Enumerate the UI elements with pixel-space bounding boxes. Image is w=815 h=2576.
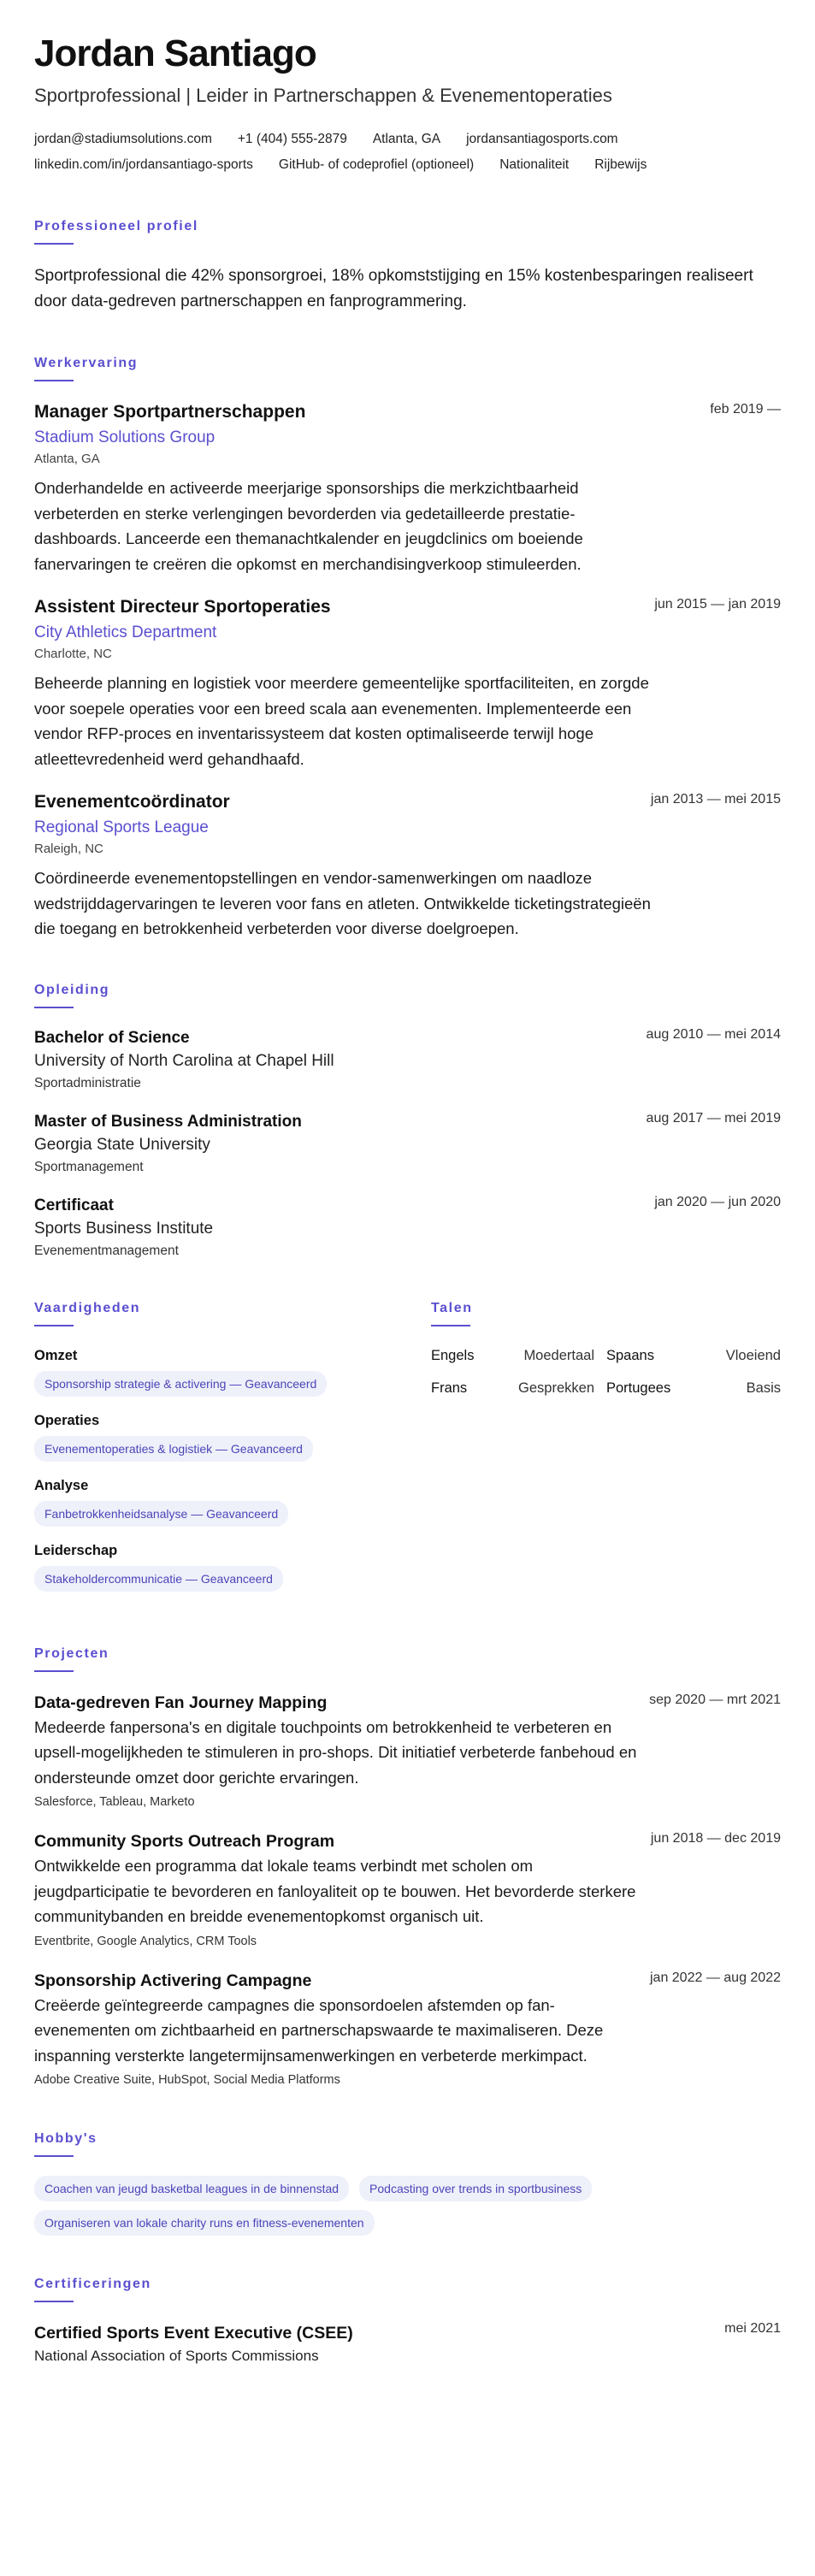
language-name: Portugees [606,1380,671,1396]
skill-chip: Evenementoperaties & logistiek — Geavanceerd [34,1436,313,1462]
contact-info [34,127,781,178]
job-entry [34,595,781,771]
github-link[interactable]: GitHub- of codeprofiel (optioneel) [278,157,475,172]
education-section [34,983,781,1261]
education-date: jan 2020 — jun 2020 [654,1194,781,1209]
section-divider [34,2155,74,2157]
project-title: Community Sports Outreach Program [34,1832,335,1851]
section-divider [34,2301,74,2302]
job-description: Onderhandelde en activeerde meerjarige sponsorships die merkzichtbaarheid verbeterden en sterke verlengingen bevorderden via gedetailleerde prestatie-dashboards. Lanceerde een themanachtkalender en jeugdclinics om boeiende fanervaringen te creëren die opkomst en merchandisingverkoop stimuleerden. [34,479,583,573]
section-title: Professioneel profiel [34,219,198,233]
job-description: Beheerde planning en logistiek voor meerdere gemeentelijke sportfaciliteiten, en zorgde voor soepele operaties voor een breed scala aan evenementen. Implementeerde een vendor RFP-proces en inventarissysteem dat kosten optimaliseerde terwijl hoge atleettevredenheid werd gehandhaafd. [34,674,649,768]
section-divider [34,1670,74,1672]
project-date: jun 2018 — dec 2019 [650,1831,781,1846]
language-level: Vloeiend [725,1347,781,1363]
project-entry [34,1969,781,2091]
project-description: Medeerde fanpersona's en digitale touchpoints om betrokkenheid te verbeteren en upsell-mogelijkheden te stimuleren in pro-shops. Dit initiatief verbeterde fanbehoud en ondersteunde omzet door gerichte ervaringen. [34,1717,637,1787]
candidate-headline: Sportprofessional | Leider in Partnerschappen & Evenementoperaties [34,85,612,106]
job-company: City Athletics Department [34,623,217,641]
section-divider [34,243,74,245]
job-description: Coördineerde evenementopstellingen en vendor-samenwerkingen om naadloze wedstrijddagervaringen te leveren voor fans en atleten. Ontwikkelde ticketingstrategieën die toegang en betrokkenheid verbeterden voor diverse doelgroepen. [34,869,651,937]
education-field: Evenementmanagement [34,1243,179,1258]
job-company: Stadium Solutions Group [34,428,216,446]
language-list [431,1345,781,1398]
email-link[interactable]: jordan@stadiumsolutions.com [34,132,212,146]
language-level: Gesprekken [518,1380,594,1396]
section-divider [34,380,74,381]
section-title: Projecten [34,1645,109,1661]
experience-section [34,356,781,942]
job-date: feb 2019 — [710,402,781,417]
project-list [34,1691,781,2091]
language-item [431,1345,606,1366]
section-divider [431,1325,470,1326]
education-degree: Certificaat [34,1196,114,1214]
section-title: Opleiding [34,982,110,997]
location-text: Atlanta, GA [372,132,441,146]
section-title: Certificeringen [34,2277,151,2291]
section-title: Talen [431,1300,473,1315]
job-title: Assistent Directeur Sportoperaties [34,597,331,617]
education-degree: Bachelor of Science [34,1028,190,1047]
certification-date: mei 2021 [724,2321,781,2336]
website-link[interactable]: jordansantiagosports.com [466,132,618,146]
hobby-chip: Coachen van jeugd basketbal leagues in de binnenstad [34,2176,349,2201]
hobby-chip: Organiseren van lokale charity runs en fitness-evenementen [34,2210,375,2236]
language-name: Engels [431,1347,475,1363]
language-item [606,1345,781,1366]
phone-link[interactable]: +1 (404) 555-2879 [237,132,347,146]
skills-section [34,1301,431,1605]
project-date: sep 2020 — mrt 2021 [649,1692,781,1707]
project-description: Ontwikkelde een programma dat lokale teams verbindt met scholen om jeugdparticipatie te bevorderen en fanloyaliteit op te bouwen. Het bevorderde sterkere communitybanden en breidde evenementopkomst organisch uit. [34,1857,636,1925]
drivers-license-text: Rijbewijs [594,157,647,172]
project-tools: Adobe Creative Suite, HubSpot, Social Media Platforms [34,2073,340,2087]
education-degree: Master of Business Administration [34,1112,302,1131]
section-divider [34,1325,74,1326]
certifications-section [34,2277,781,2367]
skill-group [34,1345,431,1397]
job-location: Raleigh, NC [34,842,103,856]
section-title: Hobby's [34,2131,97,2146]
skill-category: Operaties [34,1412,100,1428]
language-name: Frans [431,1380,468,1396]
project-title: Data-gedreven Fan Journey Mapping [34,1693,328,1712]
education-field: Sportmanagement [34,1159,144,1174]
job-title: Manager Sportpartnerschappen [34,402,306,422]
job-list [34,400,781,942]
skills-languages-row [34,1301,781,1605]
skill-chip: Fanbetrokkenheidsanalyse — Geavanceerd [34,1501,288,1527]
skill-group [34,1540,431,1592]
projects-section [34,1646,781,2091]
linkedin-link[interactable]: linkedin.com/in/jordansantiago-sports [34,157,253,172]
education-school: University of North Carolina at Chapel Hill [34,1051,334,1070]
certification-org: National Association of Sports Commissions [34,2348,319,2364]
skill-group [34,1410,431,1462]
language-item [431,1378,606,1398]
project-title: Sponsorship Activering Campagne [34,1970,312,1990]
hobby-list [34,2176,735,2236]
language-level: Moedertaal [523,1347,594,1363]
job-entry [34,400,781,576]
education-entry [34,1027,781,1094]
language-name: Spaans [606,1347,654,1363]
profile-section [34,219,781,315]
languages-section [431,1301,781,1605]
education-school: Sports Business Institute [34,1219,214,1238]
job-date: jun 2015 — jan 2019 [654,597,781,612]
education-date: aug 2017 — mei 2019 [646,1110,781,1126]
certification-entry [34,2321,781,2367]
education-entry [34,1111,781,1178]
skill-category: Leiderschap [34,1542,118,1558]
education-entry [34,1195,781,1261]
section-divider [34,1007,74,1008]
job-company: Regional Sports League [34,818,209,836]
hobbies-section [34,2131,781,2236]
project-entry [34,1691,781,1813]
job-location: Atlanta, GA [34,452,100,466]
skill-category: Omzet [34,1347,78,1363]
contact-row [34,152,781,178]
skill-chip: Sponsorship strategie & activering — Geavanceerd [34,1371,327,1397]
nationality-text: Nationaliteit [499,157,570,172]
project-description: Creëerde geïntegreerde campagnes die sponsordoelen afstemden op fan-evenementen om zichtbaarheid en partnerschapswaarde te maximaliseren. Deze inspanning versterkte langetermijnsamenwerkingen en verbeterde merkimpact. [34,1995,604,2065]
project-tools: Salesforce, Tableau, Marketo [34,1795,195,1809]
skill-category: Analyse [34,1477,89,1493]
section-title: Vaardigheden [34,1300,141,1315]
education-field: Sportadministratie [34,1075,141,1090]
candidate-name: Jordan Santiago [34,32,316,74]
job-location: Charlotte, NC [34,647,112,661]
language-level: Basis [746,1380,781,1396]
job-date: jan 2013 — mei 2015 [650,792,781,806]
certification-title: Certified Sports Event Executive (CSEE) [34,2324,353,2343]
project-date: jan 2022 — aug 2022 [649,1970,781,1985]
project-tools: Eventbrite, Google Analytics, CRM Tools [34,1934,257,1948]
education-school: Georgia State University [34,1135,210,1154]
project-entry [34,1829,781,1952]
skill-chip: Stakeholdercommunicatie — Geavanceerd [34,1566,283,1592]
language-item [606,1378,781,1398]
profile-summary: Sportprofessional die 42% sponsorgroei, 18% opkomststijging en 15% kostenbesparingen realiseert door data-gedreven partnerschappen en fanprogrammering. [34,267,753,310]
job-entry [34,790,781,942]
hobby-chip: Podcasting over trends in sportbusiness [359,2176,592,2201]
job-title: Evenementcoördinator [34,792,230,812]
education-date: aug 2010 — mei 2014 [646,1026,781,1042]
section-title: Werkervaring [34,356,139,370]
skill-group [34,1475,431,1527]
contact-row [34,127,781,152]
